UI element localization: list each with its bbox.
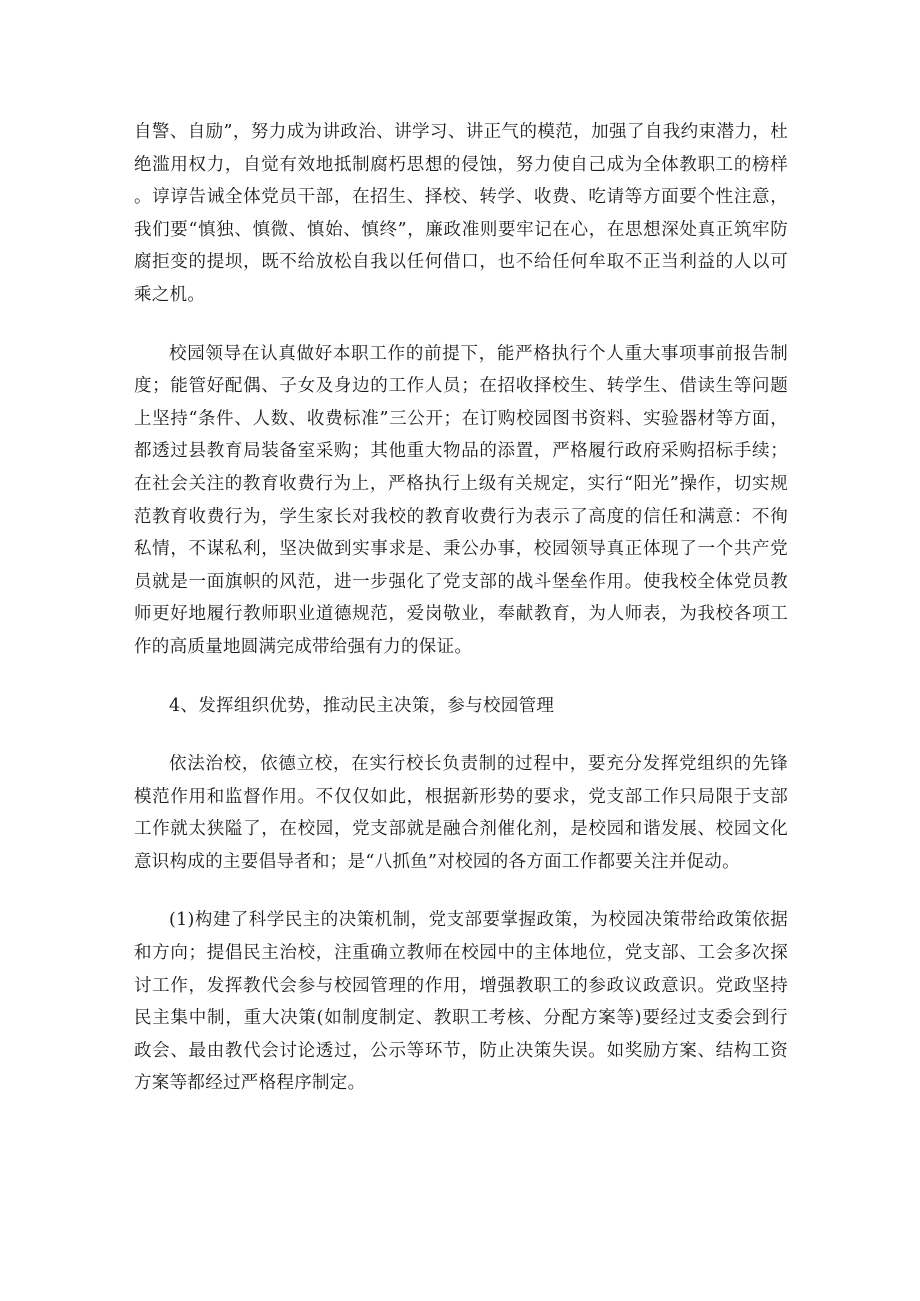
section-heading: 4、发挥组织优势，推动民主决策，参与校园管理 <box>169 695 555 716</box>
document-body <box>134 116 788 1126</box>
paragraph-leadership-conduct: 校园领导在认真做好本职工作的前提下，能严格执行个人重大事项事前报告制度；能管好配偶、子女及身边的工作人员；在招收择校生、转学生、借读生等问题上坚持“条件、人数、收费标准”三公开；在订购校园图书资料、实验器材等方面，都透过县教育局装备室采购；其他重大物品的添置，严格履行政府采购招标手续；在社会关注的教育收费行为上，严格执行上级有关规定，实行“阳光”操作，切实规范教育收费行为，学生家长对我校的教育收费行为表示了高度的信任和满意：不徇私情，不谋私利，坚决做到实事求是、秉公办事，校园领导真正体现了一个共产党员就是一面旗帜的风范，进一步强化了党支部的战斗堡垒作用。使我校全体党员教师更好地履行教师职业道德规范，爱岗敬业，奉献教育，为人师表，为我校各项工作的高质量地圆满完成带给强有力的保证。 <box>134 343 788 657</box>
paragraph-rule-of-law: 依法治校，依德立校，在实行校长负责制的过程中，要充分发挥党组织的先锋模范作用和监督作用。不仅仅如此，根据新形势的要求，党支部工作只局限于支部工作就太狭隘了，在校园，党支部就是融合剂催化剂，是校园和谐发展、校园文化意识构成的主要倡导者和；是“八抓鱼”对校园的各方面工作都要关注并促动。 <box>134 754 788 872</box>
paragraph-continuation: 自警、自励”，努力成为讲政治、讲学习、讲正气的模范，加强了自我约束潜力，杜绝滥用权力，自觉有效地抵制腐朽思想的侵蚀，努力使自己成为全体教职工的榜样。谆谆告诫全体党员干部，在招生、择校、转学、收费、吃请等方面要个性注意，我们要“慎独、慎微、慎始、慎终”，廉政准则要牢记在心，在思想深处真正筑牢防腐拒变的提坝，既不给放松自我以任何借口，也不给任何牟取不正当利益的人以可乘之机。 <box>134 122 788 305</box>
paragraph-decision-mechanism: (1)构建了科学民主的决策机制，党支部要掌握政策，为校园决策带给政策依据和方向；提倡民主治校，注重确立教师在校园中的主体地位，党支部、工会多次探讨工作，发挥教代会参与校园管理的作用，增强教职工的参政议政意识。党政坚持民主集中制，重大决策(如制度制定、教职工考核、分配方案等)要经过支委会到行政会、最由教代会讨论透过，公示等环节，防止决策失误。如奖励方案、结构工资方案等都经过严格程序制定。 <box>134 910 788 1094</box>
